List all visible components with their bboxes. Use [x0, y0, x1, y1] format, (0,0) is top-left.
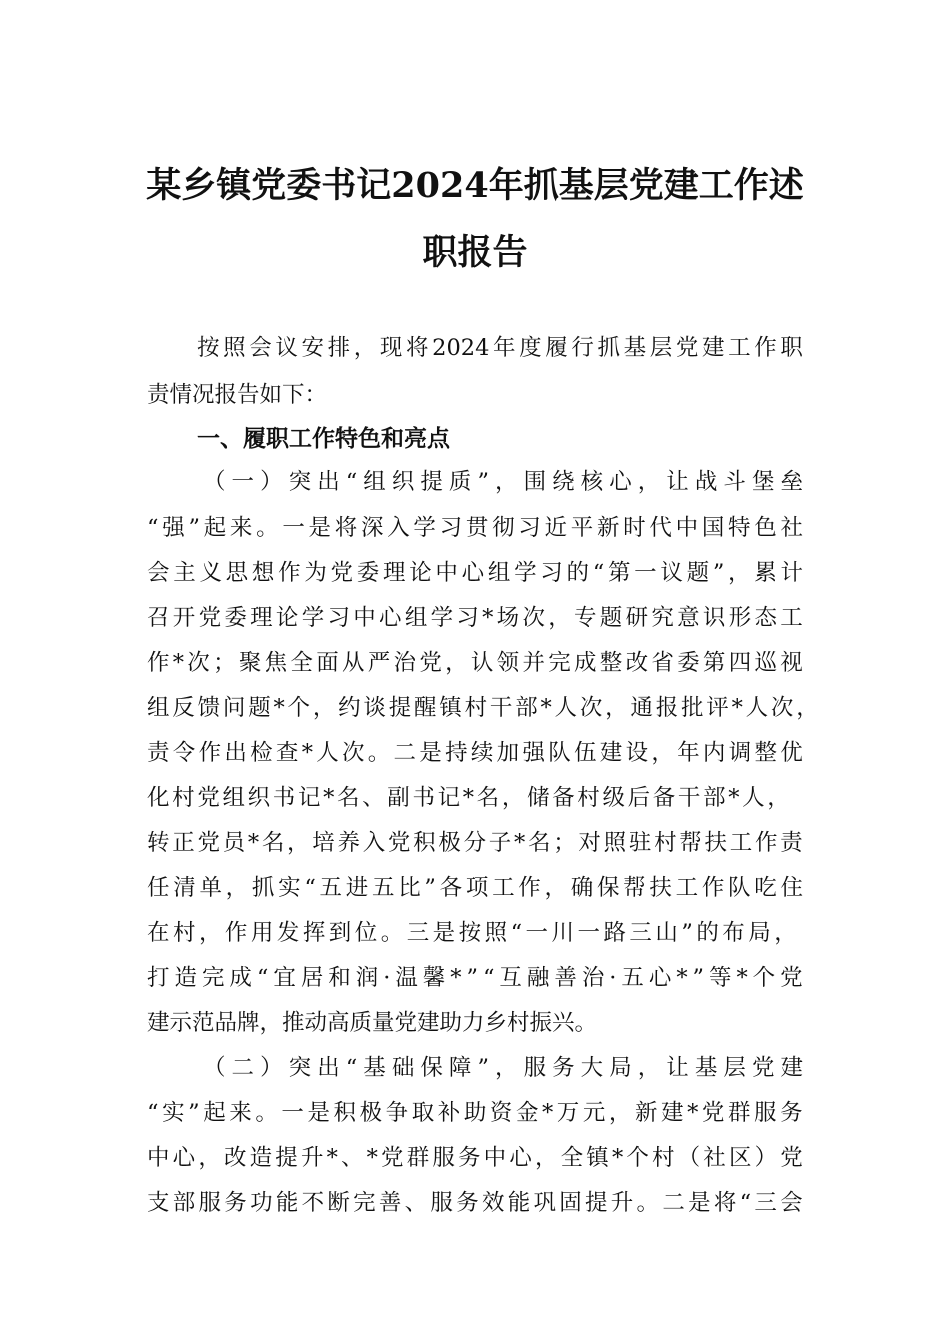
paragraph-line: 组 反 馈 问 题 * 个 ， 约 谈 提 醒 镇 村 干 部 * 人 次 ， 通 报 批 评 * 人 次 ， — [147, 695, 819, 721]
paragraph-line: 打 造 完 成 “ 宜 居 和 润 · 温 馨 * ” “ 互 融 善 治 · 五 心 * ” 等 * 个 党 — [147, 965, 803, 991]
document-title-line-1: 某乡镇党委书记2024年抓基层党建工作述 — [146, 165, 804, 206]
section-heading: 一、履职工作特色和亮点 — [197, 426, 450, 452]
paragraph-line: 会 主 义 思 想 作 为 党 委 理 论 中 心 组 学 习 的 “ 第 一 议 题 ” ， 累 计 — [147, 560, 803, 586]
paragraph-line: 转 正 党 员 * 名 ， 培 养 入 党 积 极 分 子 * 名 ； 对 照 驻 村 帮 扶 工 作 责 — [147, 830, 803, 856]
paragraph-line: 按 照 会 议 安 排 ， 现 将 2024 年 度 履 行 抓 基 层 党 建 工 作 职 — [197, 335, 803, 361]
paragraph-line: 化 村 党 组 织 书 记 * 名 、 副 书 记 * 名 ， 储 备 村 级 后 备 干 部 * 人 ， — [147, 785, 790, 811]
paragraph-line: 作 * 次 ； 聚 焦 全 面 从 严 治 党 ， 认 领 并 完 成 整 改 省 委 第 四 巡 视 — [147, 650, 803, 676]
paragraph-line: 在 村 ， 作 用 发 挥 到 位 。 三 是 按 照 “ 一 川 一 路 三 山 ” 的 布 局 ， — [147, 920, 797, 946]
document-title-line-2: 职报告 — [422, 232, 528, 273]
paragraph-line: （ 一 ） 突 出 “ 组 织 提 质 ” ， 围 绕 核 心 ， 让 战 斗 堡 垒 — [203, 469, 803, 495]
paragraph-line: 中 心 ， 改 造 提 升 * 、 * 党 群 服 务 中 心 ， 全 镇 * 个 村 （ 社 区 ） 党 — [147, 1145, 803, 1171]
paragraph-line: 召 开 党 委 理 论 学 习 中 心 组 学 习 * 场 次 ， 专 题 研 究 意 识 形 态 工 — [147, 605, 803, 631]
paragraph-line: 责 令 作 出 检 查 * 人 次 。 二 是 持 续 加 强 队 伍 建 设 ， 年 内 调 整 优 — [147, 740, 803, 766]
paragraph-line: 建示范品牌，推动高质量党建助力乡村振兴。 — [147, 1010, 598, 1036]
paragraph-line: “ 实 ” 起 来 。 一 是 积 极 争 取 补 助 资 金 * 万 元 ， 新 建 * 党 群 服 务 — [147, 1100, 803, 1126]
paragraph-line: 支 部 服 务 功 能 不 断 完 善 、 服 务 效 能 巩 固 提 升 。 二 是 将 “ 三 会 — [147, 1190, 803, 1216]
paragraph-line: “ 强 ” 起 来 。 一 是 将 深 入 学 习 贯 彻 习 近 平 新 时 代 中 国 特 色 社 — [147, 515, 803, 541]
paragraph-line: 任 清 单 ， 抓 实 “ 五 进 五 比 ” 各 项 工 作 ， 确 保 帮 扶 工 作 队 吃 住 — [147, 875, 803, 901]
paragraph-line: （ 二 ） 突 出 “ 基 础 保 障 ” ， 服 务 大 局 ， 让 基 层 党 建 — [203, 1055, 803, 1081]
paragraph-line: 责情况报告如下： — [147, 382, 328, 408]
